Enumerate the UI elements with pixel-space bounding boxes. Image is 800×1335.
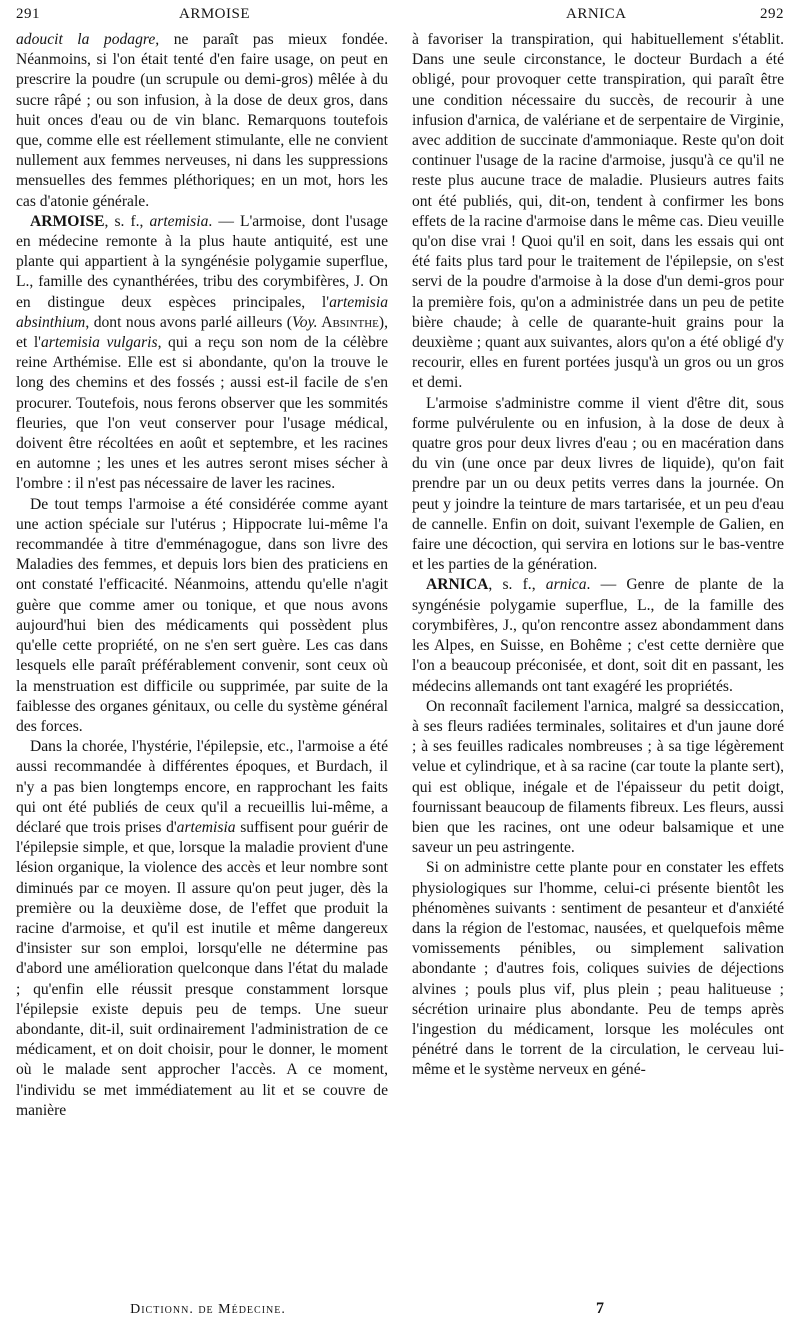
left-column <box>16 30 388 1298</box>
italic-phrase: adoucit la podagre, <box>16 31 160 48</box>
text-span: , s. f., <box>488 576 546 594</box>
signature-mark: 7 <box>596 1300 604 1317</box>
signature-line: Dictionn. de Médecine. <box>130 1302 286 1317</box>
cross-reference-target: Absinthe <box>317 313 379 331</box>
text-span: Dans la chorée, l'hystérie, l'épilepsie, etc., l'armoise a été aussi recommandée à différentes époques, et Burdach, il n'y a pas bien longtemps encore, en rapprochant les faits qui ont été publiés de ceux qu'il a recueillis lui-même, a déclaré que trois prises d' <box>16 738 388 836</box>
paragraph: On reconnaît facilement l'arnica, malgré sa dessiccation, à ses fleurs radiées terminales, solitaires et d'un jaune doré ; à ses feuilles radicales nombreuses ; à sa tige légèrement velue et cylindrique, et à sa racine (car toute la plante sert), qui est oblique, inégale et de l'épaisseur du petit doigt, fournissant beaucoup de filaments fibreux. Les fleurs, aussi bien que les racines, ont une odeur balsamique et une saveur un peu astringente. <box>412 697 784 857</box>
entry-armoise <box>16 212 388 495</box>
page-footer <box>16 1298 784 1318</box>
right-running-title: ARNICA <box>566 6 627 22</box>
paragraph: Si on administre cette plante pour en constater les effets physiologiques sur l'homme, celui-ci présente bientôt les phénomènes suivants : sentiment de pesanteur et d'anxiété dans la région de l'estomac, nausées, et quelquefois même vomissements pénibles, ou simplement salivation abondante ; d'autres fois, coliques suivies de déjections alvines ; pouls plus vif, plus plein ; peau halitueuse ; sécrétion urinaire plus abondante. Peu de temps après l'ingestion du médicament, lorsque les molécules ont pénétré dans le torrent de la circulation, le cerveau lui-même et le système nerveux en géné- <box>412 859 784 1079</box>
text-span: . — L'armoise, dont l'usage en médecine remonte à la plus haute antiquité, est une plante qui appartient à la syngénésie polygamie superflue, L., famille des cynanthérées, tribu des corymbifères, J. On en distingue deux espèces principales, l' <box>16 212 388 311</box>
text-span: ), et l' <box>16 313 388 352</box>
paragraph: à favoriser la transpiration, qui habituellement s'établit. Dans une seule circonstance, le docteur Burdach a été obligé, pour provoquer cette transpiration, qui paraît être une condition nécessaire du succès, de recourir à une infusion d'arnica, de valériane et de serpentaire de Virginie, avec addition de succinate d'ammoniaque. Reste qu'on doit continuer l'usage de la racine d'armoise, jusqu'à ce qu'il ne reste plus aucune trace de maladie. Plusieurs autres faits ont été publiés, qui, dit-on, tendent à confirmer les bons effets de la racine d'armoise dans le même cas. Dieu veuille qu'on dise vrai ! Quoi qu'il en soit, dans les essais qui ont été faits plus tard pour le traitement de l'épilepsie, on s'est servi de la poudre d'armoise à la dose d'un demi-gros pour la première fois, qu'on a administrée dans un peu de petite bière chaude; à celle de quarante-huit grains pour la deuxième ; quant aux suivantes, alors qu'on a été obligé d'y recourir, elles en furent portées jusqu'à un gros ou un gros et demi. <box>412 31 784 392</box>
entry-arnica <box>412 575 784 696</box>
paragraph <box>16 737 388 1121</box>
headword: ARMOISE <box>30 212 105 230</box>
right-page-number: 292 <box>760 6 784 22</box>
latin-name: arnica <box>545 576 587 594</box>
paragraph-text: ne paraît pas mieux fondée. Néanmoins, si l'on était tenté d'en faire usage, on peut en prescrire la poudre (un scrupule ou demi-gros) mêlée à du sucre râpé ; ou son infusion, à la dose de deux gros, dans huit onces d'eau ou de vin blanc. Remarquons toutefois que, comme elle est réellement stimulante, elle ne convient nullement aux femmes nerveuses, ni dans les suppressions mensuelles des femmes pléthoriques; en un mot, hors les cas d'atonie générale. <box>16 31 389 210</box>
left-page-number: 291 <box>16 6 40 22</box>
left-header <box>16 6 400 23</box>
paragraph <box>16 30 388 212</box>
text-span: , dont nous avons parlé ailleurs ( <box>85 313 292 331</box>
latin-name: artemisia absinthium <box>16 293 388 331</box>
text-span: suffisent pour guérir de l'épilepsie simple, et que, lorsque la maladie provient d'une lésion organique, la violence des accès et leur nombre sont diminués par ce moyen. Il assure qu'on peut juger, dès la première ou la deuxième dose, de l'effet que produit la racine d'armoise, et qu'il est inutile et même dangereux d'insister sur son emploi, lorsqu'elle ne détermine pas d'abord une amélioration quelconque dans l'état du malade ; qu'enfin elle réussit presque constamment lorsque l'épilepsie existe depuis peu de temps. Une sueur abondante, dit-il, suit ordinairement l'administration de ce médicament, et on doit choisir, pour le donner, le moment où le malade sent approcher l'accès. A ce moment, l'individu se met immédiatement au lit et se couvre de manière <box>16 818 388 1119</box>
text-span: , s. f., <box>104 212 150 230</box>
text-columns <box>16 30 784 1298</box>
headword: ARNICA <box>426 576 489 594</box>
right-column <box>412 30 784 1298</box>
latin-name: artemisia <box>149 212 209 230</box>
paragraph: L'armoise s'administre comme il vient d'être dit, sous forme pulvérulente ou en infusion, à la dose de deux à quatre gros pour deux livres d'eau ; ou en macération dans du vin (une once par deux livres de liquide), qu'on fait prendre par un ou deux petits verres dans la journée. On peut y joindre la teinture de mars tartarisée, et un peu d'eau de cannelle. Enfin on doit, suivant l'exemple de Galien, en faire une décoction, qui servira en lotions sur le bas-ventre et les parties de la génération. <box>412 394 784 574</box>
text-span: . — Genre de plante de la syngénésie polygamie superflue, L., de la famille des corymbifères, J., qu'on rencontre assez abondamment dans les Alpes, en Suisse, en Bohême ; c'est cette dernière que l'on a beaucoup préconisée, et dont, soit dit en passant, les médecins allemands ont tant exagéré les propriétés. <box>412 576 784 695</box>
running-header <box>16 6 784 30</box>
right-header <box>416 6 784 23</box>
cross-reference: Voy. <box>292 313 318 331</box>
paragraph: De tout temps l'armoise a été considérée comme ayant une action spéciale sur l'utérus ; Hippocrate lui-même l'a recommandée à titre d'emménagogue, dans son livre des Maladies des femmes, et depuis lors bien des praticiens en ont constaté l'efficacité. Néanmoins, attendu qu'elle n'agit guère que comme amer ou tonique, et que nous avons aujourd'hui bien des médicaments qui possèdent plus qu'elle cette propriété, on ne s'en sert guère. Les cas dans lesquels elle paraît préférablement convenir, sont ceux où la menstruation est difficile ou supprimée, par suite de la faiblesse des organes génitaux, ou celle du système général des forces. <box>16 495 388 735</box>
text-span: , qui a reçu son nom de la célèbre reine Arthémise. Elle est si abondante, qu'on la trouve le long des chemins et des fossés ; aussi est-il facile de s'en procurer. Toutefois, nous ferons observer que les sommités fleuries, que l'on veut conserver pour l'usage médical, doivent être récoltées en août et septembre, et les racines en automne ; les unes et les autres seront mises sécher à l'ombre : il n'est pas nécessaire de laver les racines. <box>16 334 388 493</box>
latin-name: artemisia vulgaris <box>40 334 158 352</box>
left-running-title: ARMOISE <box>178 6 250 22</box>
latin-name: artemisia <box>176 818 236 836</box>
